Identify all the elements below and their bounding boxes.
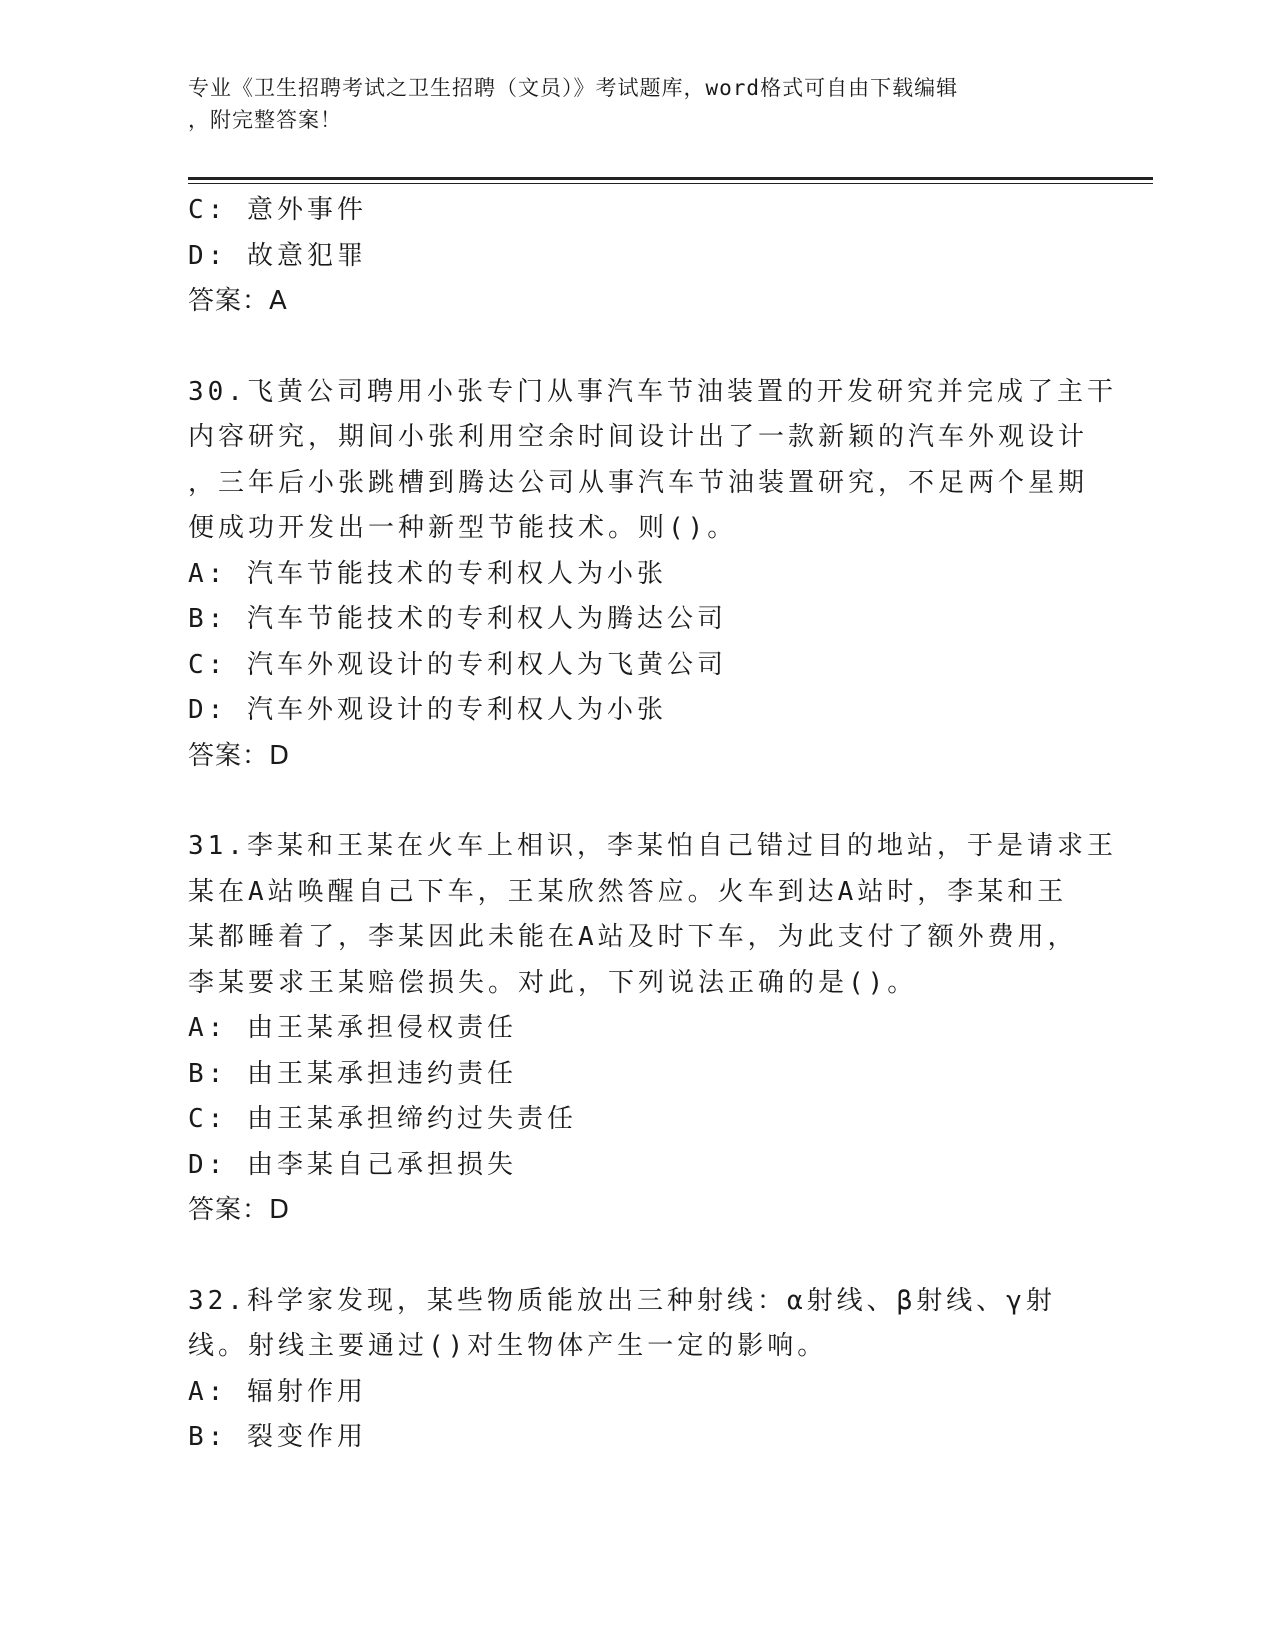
option-c: C: 由王某承担缔约过失责任 bbox=[188, 1104, 577, 1134]
question-text-line: 便成功开发出一种新型节能技术。则()。 bbox=[188, 513, 738, 543]
option-b: B: 汽车节能技术的专利权人为腾达公司 bbox=[188, 604, 727, 634]
page-header bbox=[188, 72, 1088, 136]
question-31 bbox=[188, 824, 1117, 1234]
previous-question-tail bbox=[188, 188, 1088, 325]
answer-line: 答案：D bbox=[188, 1195, 291, 1225]
question-32 bbox=[188, 1279, 1088, 1461]
question-text-line: 某在A站唤醒自己下车，王某欣然答应。火车到达A站时，李某和王 bbox=[188, 876, 1068, 907]
question-text-line: 30.飞黄公司聘用小张专门从事汽车节油装置的开发研究并完成了主干 bbox=[188, 376, 1117, 407]
option-b: B: 由王某承担违约责任 bbox=[188, 1058, 517, 1089]
option-a: A: 汽车节能技术的专利权人为小张 bbox=[188, 558, 667, 589]
question-text-line: 李某要求王某赔偿损失。对此，下列说法正确的是()。 bbox=[188, 967, 918, 998]
question-text-line: 线。射线主要通过()对生物体产生一定的影响。 bbox=[188, 1331, 828, 1361]
header-divider bbox=[188, 177, 1153, 180]
answer-line: 答案：A bbox=[188, 286, 288, 316]
header-line-1: 专业《卫生招聘考试之卫生招聘（文员）》考试题库，word格式可自由下载编辑 bbox=[188, 76, 959, 100]
document-body bbox=[188, 188, 1117, 1461]
option-a: A: 由王某承担侵权责任 bbox=[188, 1013, 517, 1043]
question-spacer bbox=[188, 325, 1088, 370]
question-text-line: 某都睡着了，李某因此未能在A站及时下车，为此支付了额外费用， bbox=[188, 922, 1078, 952]
option-a: A: 辐射作用 bbox=[188, 1376, 367, 1407]
option-d: D: 由李某自己承担损失 bbox=[188, 1149, 517, 1180]
option-b: B: 裂变作用 bbox=[188, 1422, 367, 1452]
option-d: D: 汽车外观设计的专利权人为小张 bbox=[188, 695, 667, 725]
option-c: C: 汽车外观设计的专利权人为飞黄公司 bbox=[188, 649, 727, 680]
header-divider-thin bbox=[188, 183, 1153, 184]
question-text-line: 内容研究，期间小张利用空余时间设计出了一款新颖的汽车外观设计 bbox=[188, 422, 1089, 452]
question-text-line: 32.科学家发现，某些物质能放出三种射线：α射线、β射线、γ射 bbox=[188, 1285, 1056, 1316]
question-spacer bbox=[188, 779, 1088, 824]
question-text-line: 31.李某和王某在火车上相识，李某怕自己错过目的地站，于是请求王 bbox=[188, 831, 1117, 861]
question-30 bbox=[188, 370, 1117, 780]
answer-line: 答案：D bbox=[188, 740, 291, 771]
option-c: C: 意外事件 bbox=[188, 195, 367, 225]
header-line-2: ，附完整答案！ bbox=[188, 108, 342, 132]
question-spacer bbox=[188, 1234, 1088, 1279]
option-d: D: 故意犯罪 bbox=[188, 240, 367, 271]
question-text-line: ，三年后小张跳槽到腾达公司从事汽车节油装置研究，不足两个星期 bbox=[188, 467, 1089, 498]
